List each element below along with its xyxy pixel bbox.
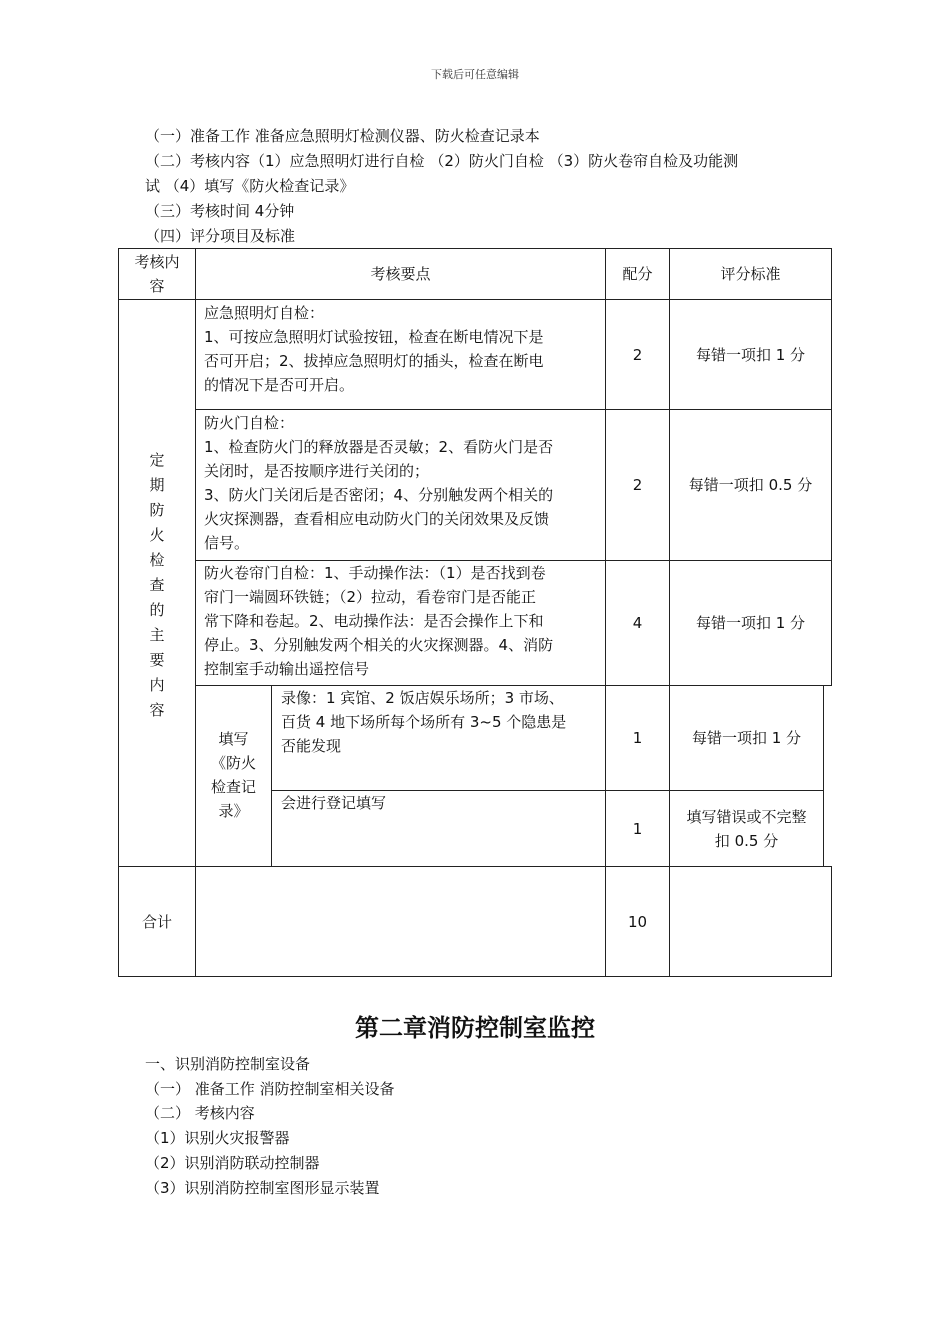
record-label <box>195 727 272 823</box>
record1-criteria <box>669 685 824 791</box>
row2-line: 1、检查防火门的释放器是否灵敏；2、看防火门是否 <box>204 438 554 456</box>
row2-criteria: 每错一项扣 0.5 分 <box>688 476 813 494</box>
header-criteria: 评分标准 <box>720 265 781 283</box>
row2-line: 信号。 <box>204 534 250 552</box>
record1-points <box>281 686 605 758</box>
prep-line: （一）准备工作 准备应急照明灯检测仪器、防火检查记录本 <box>145 127 540 145</box>
row1-line: 应急照明灯自检： <box>204 304 325 322</box>
row3-points <box>204 561 604 681</box>
row2-line: 3、防火门关闭后是否密闭；4、分别触发两个相关的 <box>204 486 554 504</box>
row3-line: 帘门一端圆环铁链；（2）拉动，看卷帘门是否能正 <box>204 588 537 606</box>
content-line-1: （二）考核内容（1）应急照明灯进行自检 （2）防火门自检 （3）防火卷帘自检及功能测 <box>145 152 739 170</box>
row3-line: 常下降和卷起。2、电动操作法：是否会操作上下和 <box>204 612 544 630</box>
row1-line: 否可开启；2、拔掉应急照明灯的插头，检查在断电 <box>204 352 544 370</box>
record2-line: 会进行登记填写 <box>281 794 387 812</box>
chapter-line: （一） 准备工作 消防控制室相关设备 <box>145 1080 395 1098</box>
chapter-line: （二） 考核内容 <box>145 1104 255 1122</box>
total-points-cell <box>195 866 606 977</box>
row2-line: 火灾探测器，查看相应电动防火门的关闭效果及反馈 <box>204 510 550 528</box>
content-line-2: 试 （4）填写《防火检查记录》 <box>145 177 355 195</box>
record-label-line: 填写 <box>218 730 249 748</box>
header-content-label <box>118 250 196 298</box>
record2-criteria-line: 扣 0.5 分 <box>714 831 779 850</box>
header-content-line-1: 考核内 <box>134 253 180 271</box>
total-criteria-cell <box>669 866 832 977</box>
chapter-line: （2）识别消防联动控制器 <box>145 1154 320 1172</box>
record-label-line: 录》 <box>218 802 249 820</box>
chapter-line: 一、识别消防控制室设备 <box>145 1055 311 1073</box>
row1-points <box>204 301 604 397</box>
record-label-line: 《防火 <box>210 754 256 772</box>
record2-score: 1 <box>632 819 643 838</box>
row2-line: 防火门自检： <box>204 414 295 432</box>
row3-line: 停止。3、分别触发两个相关的火灾探测器。4、消防 <box>204 636 554 654</box>
row2-line: 关闭时，是否按顺序进行关闭的； <box>204 462 430 480</box>
record1-line: 录像：1 宾馆、2 饭店娱乐场所；3 市场、 <box>281 689 564 707</box>
scoring-line: （四）评分项目及标准 <box>145 227 296 245</box>
row2-score: 2 <box>632 476 643 494</box>
total-score: 10 <box>627 912 648 931</box>
row3-criteria: 每错一项扣 1 分 <box>695 614 806 632</box>
row2-points <box>204 411 604 555</box>
time-line: （三）考核时间 4分钟 <box>145 202 295 220</box>
record1-line: 否能发现 <box>281 737 342 755</box>
header-note: 下载后可任意编辑 <box>431 68 519 81</box>
total-label: 合计 <box>141 912 172 931</box>
chapter-line: （1）识别火灾报警器 <box>145 1129 290 1147</box>
chapter-line: （3）识别消防控制室图形显示装置 <box>145 1179 380 1197</box>
row3-score: 4 <box>632 614 643 632</box>
row1-line: 1、可按应急照明灯试验按钮，检查在断电情况下是 <box>204 328 544 346</box>
group-label: 定 期 防 火 检 查 的 主 要 内 容 <box>149 451 165 719</box>
record1-criteria-line: 每错一项扣 1 分 <box>691 729 802 747</box>
header-points: 考核要点 <box>370 265 431 283</box>
row1-criteria: 每错一项扣 1 分 <box>695 345 806 364</box>
row1-line: 的情况下是否可开启。 <box>204 376 355 394</box>
record1-line: 百货 4 地下场所每个场所有 3~5 个隐患是 <box>281 713 567 731</box>
row3-line: 防火卷帘门自检：1、手动操作法：（1）是否找到卷 <box>204 564 546 582</box>
row1-score: 2 <box>632 345 643 364</box>
record2-criteria <box>669 790 824 867</box>
header-score: 配分 <box>622 265 653 283</box>
chapter-title: 第二章消防控制室监控 <box>355 1014 595 1042</box>
record2-points <box>281 791 605 815</box>
row3-line: 控制室手动输出遥控信号 <box>204 660 370 678</box>
record2-criteria-line: 填写错误或不完整 <box>686 807 807 826</box>
record1-score: 1 <box>632 729 643 747</box>
header-content-line-2: 容 <box>149 277 165 295</box>
record-label-line: 检查记 <box>210 778 256 796</box>
